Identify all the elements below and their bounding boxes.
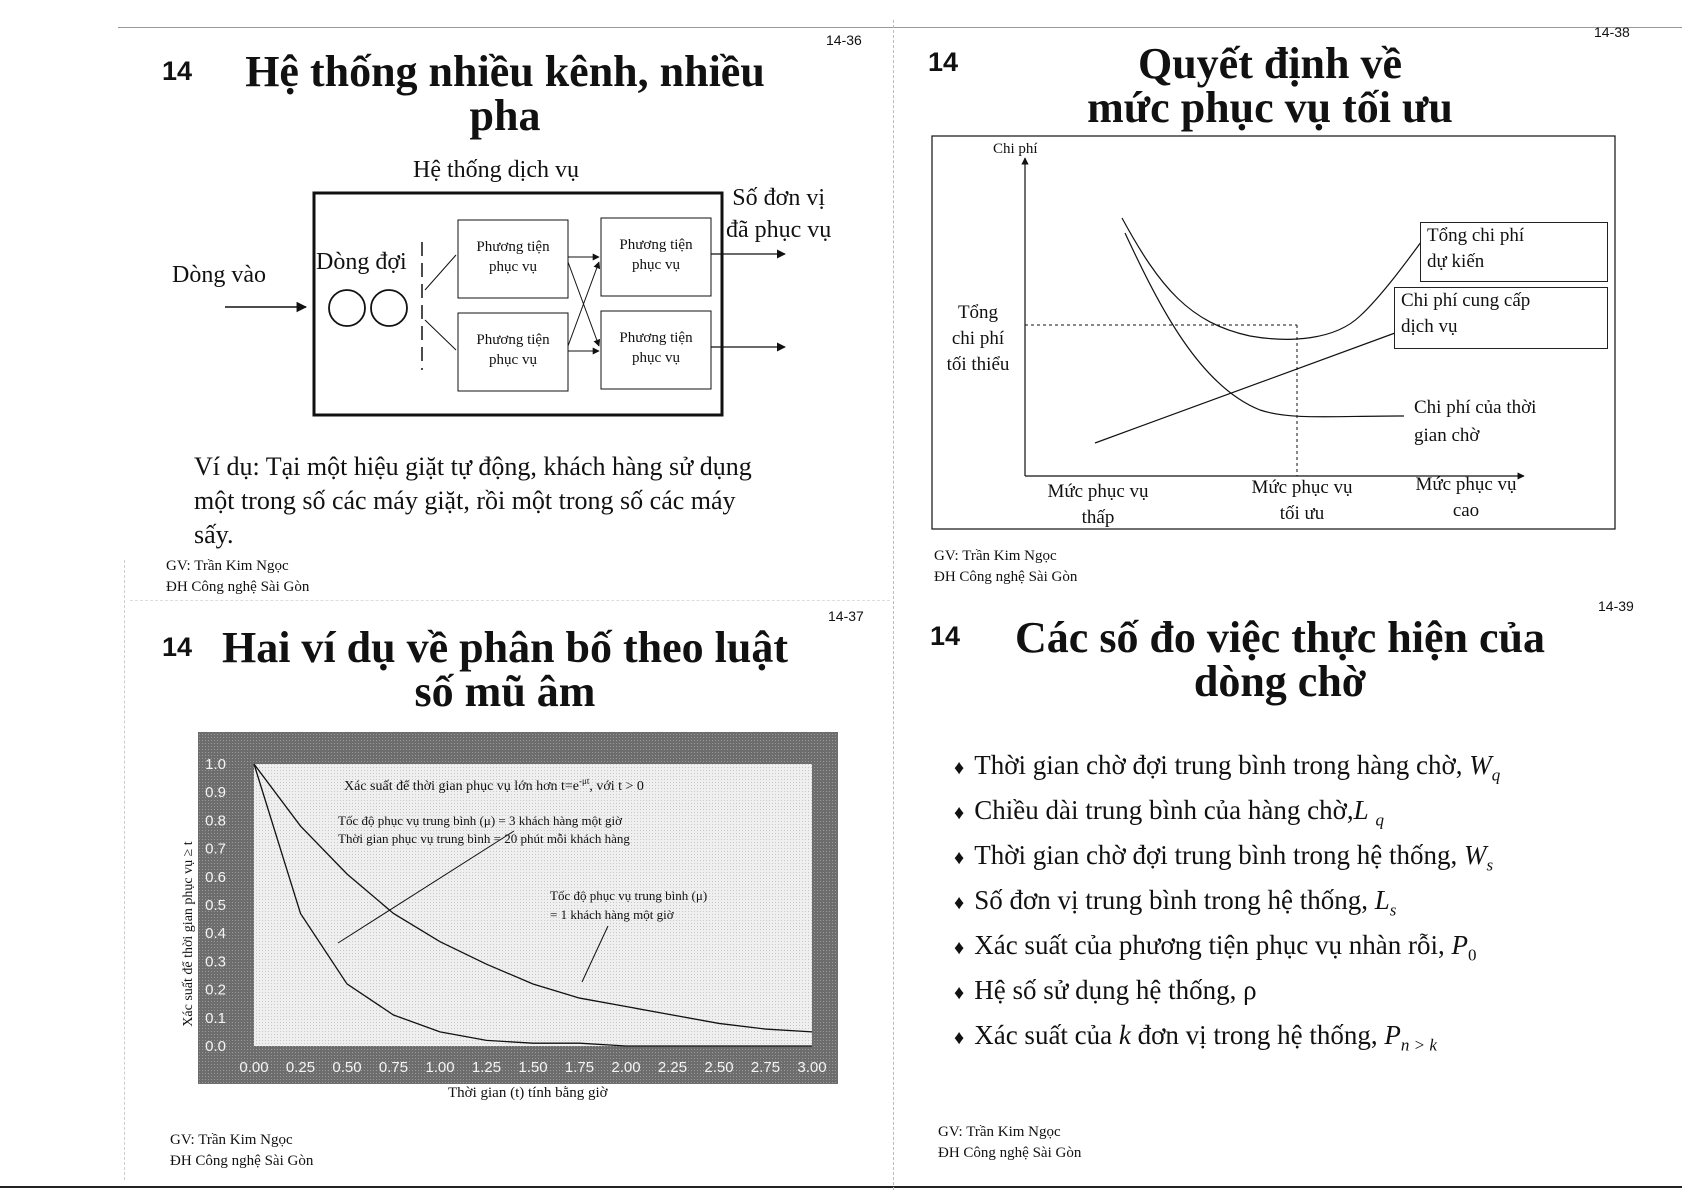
example-text: Ví dụ: Tại một hiệu giặt tự động, khách hàng sử dụng một trong số các máy giặt, rồi một trong số các máy sấy. xyxy=(194,452,752,549)
queue-circle xyxy=(329,290,365,326)
x-tick-label: 1.00 xyxy=(425,1059,455,1076)
y-tick-label: 0.7 xyxy=(205,840,226,858)
footer: GV: Trần Kim Ngọc ĐH Công nghệ Sài Gòn xyxy=(934,548,1078,585)
measure-item: ♦ Số đơn vị trung bình trong hệ thống, $L_s$ xyxy=(954,885,1397,920)
top-rule xyxy=(118,27,1682,28)
y-tick-label: 0.2 xyxy=(205,981,226,999)
slide-number: 14-37 xyxy=(828,608,864,624)
y-tick-label: 0.3 xyxy=(205,953,226,971)
exponential-distribution-chart xyxy=(178,728,840,1106)
total-cost-label: Tổng chi phí dự kiến xyxy=(1420,222,1608,282)
slide-title: Hệ thống nhiều kênh, nhiều pha xyxy=(245,47,765,140)
slide-number: 14-36 xyxy=(826,32,862,48)
left-edge-divider xyxy=(124,560,125,1180)
measure-item: ♦ Thời gian chờ đợi trung bình trong hàng chờ, $W_q$ xyxy=(954,750,1501,785)
chapter-badge: 14 xyxy=(162,632,193,662)
y-tick-label: 0.4 xyxy=(205,925,226,943)
system-label: Hệ thống dịch vụ xyxy=(413,157,579,183)
queue-label: Dòng đợi xyxy=(316,249,407,275)
bottom-rule xyxy=(0,1186,1682,1188)
diamond-bullet-icon: ♦ xyxy=(954,937,965,959)
diamond-bullet-icon: ♦ xyxy=(954,802,965,824)
x-tick-label: 2.75 xyxy=(750,1059,781,1076)
performance-measures-list xyxy=(954,750,1500,1065)
input-label: Dòng vào xyxy=(172,262,266,288)
annotation-rate-3-line2: Thời gian phục vụ trung bình = 20 phút mỗi khách hàng xyxy=(338,831,630,846)
slide-number: 14-38 xyxy=(1594,24,1630,40)
y-tick-label: 0.0 xyxy=(205,1038,226,1055)
measure-item: ♦ Xác suất của phương tiện phục vụ nhàn rỗi, $P_0$ xyxy=(954,930,1477,965)
x-tick-label: 1.25 xyxy=(471,1059,502,1076)
chart-annotation: Xác suất để thời gian phục vụ lớn hơn $t=e^{-\mu t}$, với t > 0 xyxy=(344,776,644,794)
chapter-badge: 14 xyxy=(928,47,959,77)
x-tick-label: 0.75 xyxy=(378,1059,409,1076)
y-axis-label: Xác suất để thời gian phục vụ ≥ t xyxy=(181,841,196,1027)
measure-item: ♦ Xác suất của k đơn vị trong hệ thống, $P_{n > k}$ xyxy=(954,1020,1437,1055)
y-tick-label: 0.5 xyxy=(205,897,226,914)
footer: GV: Trần Kim Ngọc ĐH Công nghệ Sài Gòn xyxy=(166,558,310,595)
x-tick-label: 2.00 xyxy=(611,1059,641,1076)
annotation-rate-3-line1: Tốc độ phục vụ trung bình (μ) = 3 khách hàng một giờ xyxy=(338,813,623,828)
service-cost-label: Chi phí cung cấp dịch vụ xyxy=(1394,287,1608,349)
x-label-high: Mức phục vụ cao xyxy=(1415,474,1517,521)
facility-label: Phương tiện phục vụ xyxy=(476,239,550,275)
x-tick-label: 0.25 xyxy=(285,1059,316,1076)
waiting-cost-label: Chi phí của thời gian chờ xyxy=(1414,397,1537,446)
x-axis-label: Thời gian (t) tính bằng giờ xyxy=(448,1085,608,1101)
x-tick-label: 1.75 xyxy=(564,1059,595,1076)
x-tick-label: 0.50 xyxy=(332,1059,362,1076)
flow-line xyxy=(425,255,456,290)
min-total-cost-label: Tổng chi phí tối thiểu xyxy=(946,302,1010,375)
annotation-rate-1-line1: Tốc độ phục vụ trung bình (μ) xyxy=(550,888,708,903)
x-tick-label: 2.25 xyxy=(657,1059,688,1076)
diamond-bullet-icon: ♦ xyxy=(954,847,965,869)
slide-title: Các số đo việc thực hiện của dòng chờ xyxy=(1015,613,1545,706)
diamond-bullet-icon: ♦ xyxy=(954,982,965,1004)
y-tick-label: 0.8 xyxy=(205,812,226,830)
diamond-bullet-icon: ♦ xyxy=(954,757,965,779)
x-tick-label: 2.50 xyxy=(704,1059,734,1076)
measure-item: ♦ Hệ số sử dụng hệ thống, ρ xyxy=(954,975,1257,1005)
x-tick-label: 3.00 xyxy=(797,1059,827,1076)
facility-label: Phương tiện phục vụ xyxy=(476,332,550,368)
facility-label: Phương tiện phục vụ xyxy=(619,237,693,273)
y-tick-label: 0.1 xyxy=(205,1009,226,1027)
diamond-bullet-icon: ♦ xyxy=(954,892,965,914)
x-label-optimal: Mức phục vụ tối ưu xyxy=(1251,477,1353,524)
x-label-low: Mức phục vụ thấp xyxy=(1047,481,1149,528)
diamond-bullet-icon: ♦ xyxy=(954,1027,965,1049)
y-tick-label: 0.9 xyxy=(205,784,226,802)
y-axis-label: Chi phí xyxy=(993,141,1038,157)
plot-area xyxy=(254,764,812,1046)
slide-title: Hai ví dụ về phân bố theo luật số mũ âm xyxy=(221,623,789,716)
y-tick-label: 1.0 xyxy=(205,756,226,773)
footer: GV: Trần Kim Ngọc ĐH Công nghệ Sài Gòn xyxy=(938,1124,1082,1161)
output-label: Số đơn vị đã phục vụ xyxy=(726,185,832,243)
measure-item: ♦ Thời gian chờ đợi trung bình trong hệ thống, $W_s$ xyxy=(954,840,1494,875)
x-tick-label: 1.50 xyxy=(518,1059,548,1076)
chapter-badge: 14 xyxy=(930,621,961,651)
center-divider xyxy=(893,20,894,1190)
y-tick-labels xyxy=(205,756,226,1055)
slide-title: Quyết định về mức phục vụ tối ưu xyxy=(1087,39,1453,132)
annotation-rate-1-line2: = 1 khách hàng một giờ xyxy=(550,907,674,922)
measure-item: ♦ Chiều dài trung bình của hàng chờ,L $_q$ xyxy=(954,795,1384,830)
queue-circle xyxy=(371,290,407,326)
facility-label: Phương tiện phục vụ xyxy=(619,330,693,366)
x-tick-label: 0.00 xyxy=(239,1059,269,1076)
chapter-badge: 14 xyxy=(162,56,193,86)
middle-rule-left xyxy=(130,600,890,601)
y-tick-label: 0.6 xyxy=(205,868,226,886)
footer: GV: Trần Kim Ngọc ĐH Công nghệ Sài Gòn xyxy=(170,1132,314,1169)
flow-line xyxy=(425,320,456,350)
slide-number: 14-39 xyxy=(1598,598,1634,614)
